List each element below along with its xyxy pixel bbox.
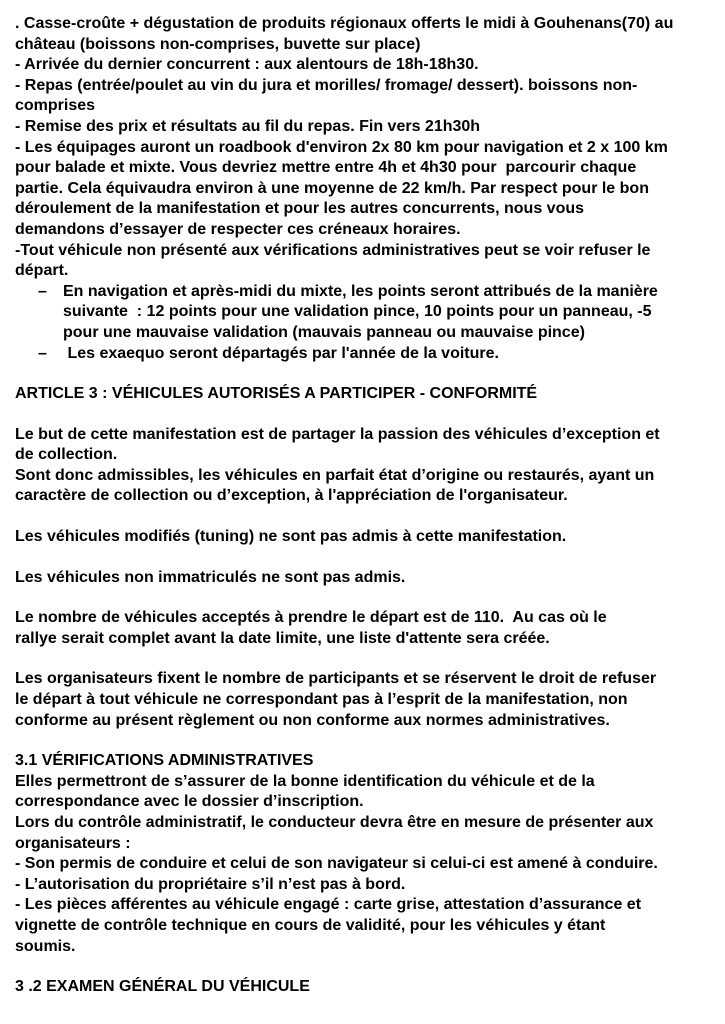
bullet-dash: – — [38, 344, 47, 362]
text-line: Les organisateurs fixent le nombre de participants et se réservent le droit de refuser — [15, 670, 657, 688]
text-line: - Les équipages auront un roadbook d'environ 2x 80 km pour navigation et 2 x 100 km — [15, 138, 668, 156]
organisers-paragraph — [15, 669, 717, 731]
bullet-dash: – — [38, 282, 47, 300]
text-line: Les véhicules modifiés (tuning) ne sont pas admis à cette manifestation. — [15, 528, 567, 546]
text-line: - Remise des prix et résultats au fil du repas. Fin vers 21h30h — [15, 117, 481, 135]
article-3-heading: ARTICLE 3 : VÉHICULES AUTORISÉS A PARTICIPER - CONFORMITÉ — [15, 385, 538, 403]
section-3-1-heading: 3.1 VÉRIFICATIONS ADMINISTRATIVES — [15, 752, 314, 770]
text-line: comprises — [15, 97, 96, 115]
bullet-item — [15, 282, 717, 344]
text-line: le départ à tout véhicule ne correspondant pas à l’esprit de la manifestation, non — [15, 691, 628, 709]
purpose-paragraph — [15, 425, 717, 507]
text-line: demandons d’essayer de respecter ces créneaux horaires. — [15, 220, 461, 238]
text-line: correspondance avec le dossier d’inscription. — [15, 793, 364, 811]
vehicle-count-paragraph — [15, 608, 717, 649]
points-bullet-list — [15, 282, 717, 364]
text-line: organisateurs : — [15, 834, 131, 852]
bullet-text — [63, 344, 717, 365]
text-line: de collection. — [15, 446, 118, 464]
text-line: caractère de collection ou d’exception, à l'appréciation de l'organisateur. — [15, 487, 568, 505]
bullet-text — [63, 282, 717, 344]
text-line: En navigation et après-midi du mixte, les points seront attribués de la manière — [63, 282, 658, 300]
text-line: - L’autorisation du propriétaire s’il n’est pas à bord. — [15, 875, 406, 893]
text-line: - Son permis de conduire et celui de son navigateur si celui-ci est amené à conduire. — [15, 855, 658, 873]
text-line: Le but de cette manifestation est de partager la passion des véhicules d’exception et — [15, 425, 660, 443]
bullet-item — [15, 344, 717, 365]
text-line: château (boissons non-comprises, buvette sur place) — [15, 35, 421, 53]
text-line: Lors du contrôle administratif, le conducteur devra être en mesure de présenter aux — [15, 814, 654, 831]
text-line: Les véhicules non immatriculés ne sont pas admis. — [15, 568, 406, 586]
text-line: pour une mauvaise validation (mauvais panneau ou mauvaise pince) — [63, 323, 585, 341]
text-line: - Repas (entrée/poulet au vin du jura et morilles/ fromage/ dessert). boissons non- — [15, 76, 638, 94]
tuning-paragraph — [15, 527, 717, 548]
text-line: départ. — [15, 262, 69, 280]
administrative-checks-paragraph — [15, 772, 717, 957]
text-line: rallye serait complet avant la date limite, une liste d'attente sera créée. — [15, 629, 550, 647]
text-line: déroulement de la manifestation et pour les autres concurrents, nous vous — [15, 200, 585, 218]
text-line: - Les pièces afférentes au véhicule engagé : carte grise, attestation d’assurance et — [15, 896, 642, 914]
intro-paragraph — [15, 14, 717, 282]
text-line: partie. Cela équivaudra environ à une moyenne de 22 km/h. Par respect pour le bon — [15, 179, 649, 197]
text-line: -Tout véhicule non présenté aux vérifications administratives peut se voir refuser le — [15, 241, 651, 259]
unregistered-paragraph — [15, 568, 717, 589]
text-line: - Arrivée du dernier concurrent : aux alentours de 18h-18h30. — [15, 56, 479, 74]
text-line: Sont donc admissibles, les véhicules en parfait état d’origine ou restaurés, ayant un — [15, 466, 655, 484]
text-line: . Casse-croûte + dégustation de produits régionaux offerts le midi à Gouhenans(70) au — [15, 15, 674, 32]
text-line: conforme au présent règlement ou non conforme aux normes administratives. — [15, 711, 610, 729]
section-3-2-heading: 3 .2 EXAMEN GÉNÉRAL DU VÉHICULE — [15, 978, 310, 996]
text-line: vignette de contrôle technique en cours de validité, pour les véhicules y étant — [15, 916, 606, 934]
text-line: Le nombre de véhicules acceptés à prendre le départ est de 110. Au cas où le — [15, 609, 607, 627]
text-line: pour balade et mixte. Vous devriez mettre entre 4h et 4h30 pour parcourir chaque — [15, 159, 637, 177]
text-line: Elles permettront de s’assurer de la bonne identification du véhicule et de la — [15, 772, 595, 790]
text-line: suivante : 12 points pour une validation pince, 10 points pour un panneau, -5 — [63, 303, 652, 321]
text-line: Les exaequo seront départagés par l'année de la voiture. — [63, 344, 499, 362]
text-line: soumis. — [15, 937, 76, 955]
